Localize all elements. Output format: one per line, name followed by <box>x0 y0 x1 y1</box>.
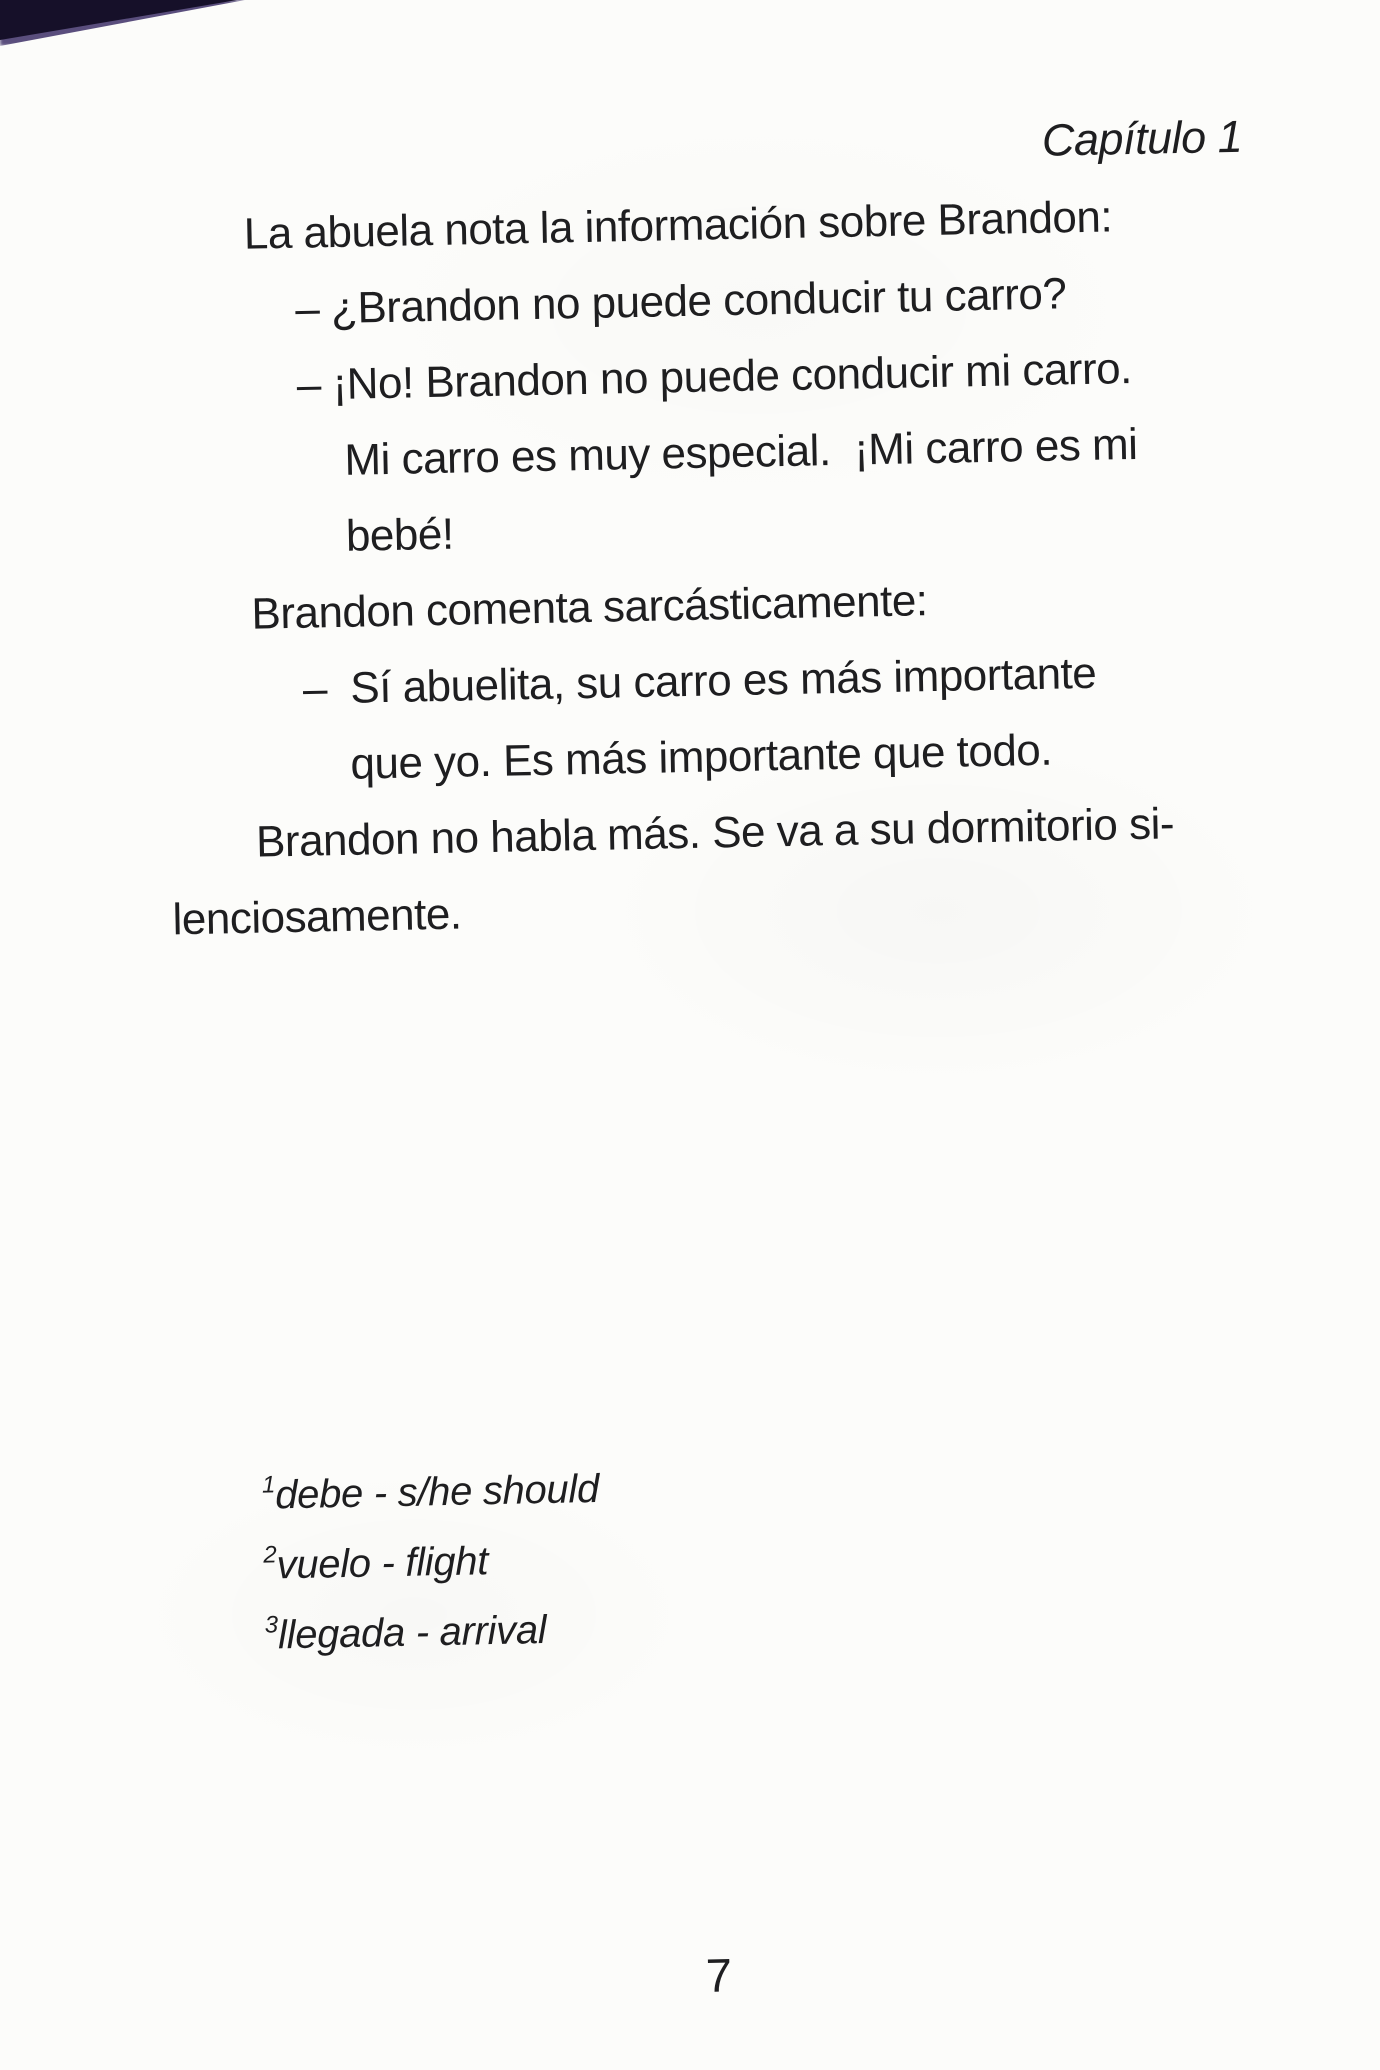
body-line: que yo. Es más importante que todo. <box>350 725 1053 789</box>
footnote <box>263 1524 601 1601</box>
story-text <box>158 176 1293 958</box>
footnote-marker: 2 <box>263 1541 277 1569</box>
body-line: – Sí abuelita, su carro es más importante <box>302 648 1097 714</box>
body-line: Mi carro es muy especial. ¡Mi carro es mi <box>343 419 1138 485</box>
footnotes <box>261 1454 602 1671</box>
page-number: 7 <box>705 1948 733 2002</box>
body-line: bebé! <box>345 509 455 561</box>
footnote-marker: 1 <box>261 1471 276 1499</box>
body-line: – ¡No! Brandon no puede conducir mi carro. <box>296 344 1133 410</box>
footnote-text: debe - s/he should <box>274 1466 600 1518</box>
body-line: lenciosamente. <box>172 889 462 945</box>
chapter-heading: Capítulo 1 <box>1041 110 1243 166</box>
body-line: Brandon comenta sarcásticamente: <box>250 576 928 639</box>
body-line: Brandon no habla más. Se va a su dormitorio si- <box>255 799 1175 867</box>
footnote <box>264 1594 602 1671</box>
body-line: – ¿Brandon no puede conducir tu carro? <box>294 269 1067 334</box>
footnote-text: vuelo - flight <box>276 1539 489 1588</box>
footnote-marker: 3 <box>264 1611 279 1639</box>
footnote <box>261 1454 599 1531</box>
body-line: La abuela nota la información sobre Brandon: <box>243 192 1113 259</box>
footnote-text: llegada - arrival <box>277 1608 547 1658</box>
